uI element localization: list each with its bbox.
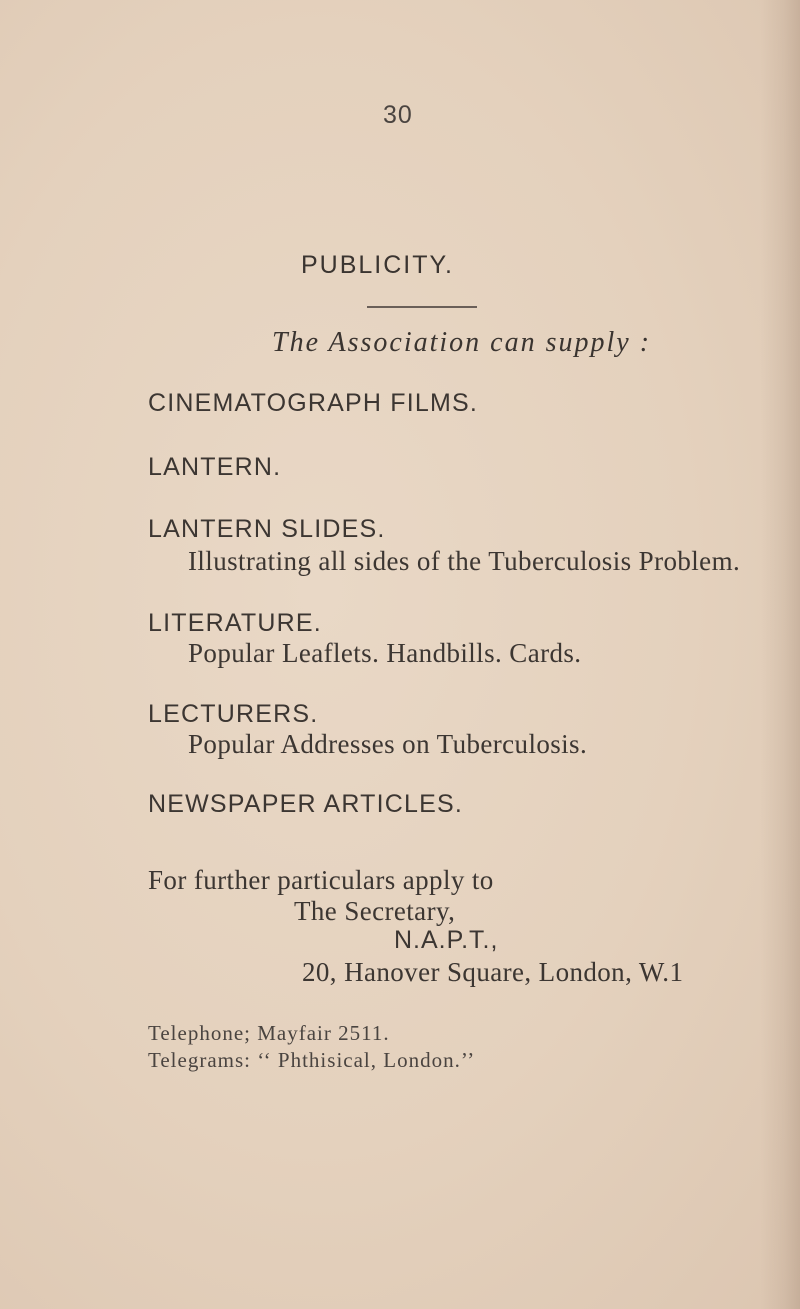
telephone-line: Telephone; Mayfair 2511.: [148, 1021, 390, 1045]
address-line: For further particulars apply to: [148, 865, 494, 895]
category-title: CINEMATOGRAPH FILMS.: [148, 389, 479, 417]
telegrams-line: Telegrams: ‘‘ Phthisical, London.’’: [148, 1048, 476, 1072]
category-detail: Illustrating all sides of the Tuberculosis Problem.: [188, 546, 741, 576]
category-detail: Popular Addresses on Tuberculosis.: [188, 729, 588, 759]
address-line: N.A.P.T.,: [394, 926, 499, 954]
intro-text: The Association can supply :: [272, 327, 652, 358]
address-line: 20, Hanover Square, London, W.1: [302, 957, 684, 987]
heading-rule: [367, 306, 477, 308]
page-heading: PUBLICITY.: [301, 251, 454, 279]
category-title: LECTURERS.: [148, 700, 319, 728]
page-edge-shadow: [760, 0, 800, 1309]
page-number: 30: [383, 101, 413, 129]
category-title: NEWSPAPER ARTICLES.: [148, 790, 464, 818]
category-detail: Popular Leaflets. Handbills. Cards.: [188, 638, 582, 668]
category-title: LANTERN.: [148, 453, 282, 481]
address-line: The Secretary,: [294, 896, 456, 926]
category-title: LITERATURE.: [148, 609, 322, 637]
category-title: LANTERN SLIDES.: [148, 515, 386, 543]
